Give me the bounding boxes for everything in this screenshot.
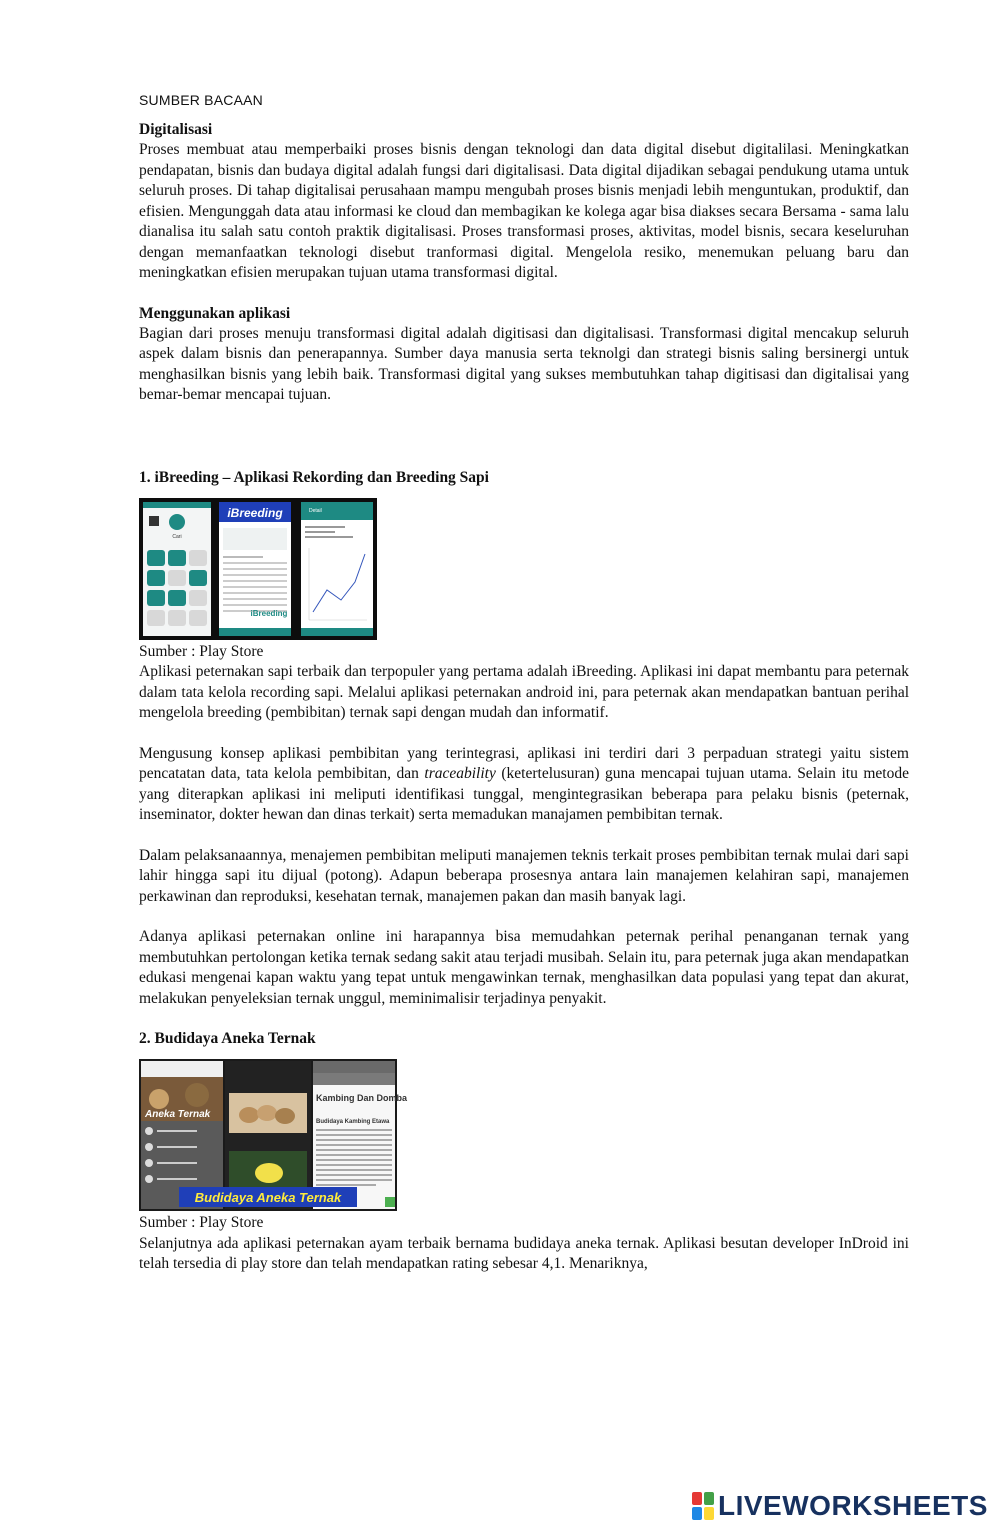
app2-title: 2. Budidaya Aneka Ternak bbox=[139, 1030, 316, 1047]
section-title-menggunakan-aplikasi: Menggunakan aplikasi bbox=[139, 304, 291, 322]
liveworksheets-logo-text: LIVEWORKSHEETS bbox=[718, 1490, 988, 1521]
app1-p2-after: (ketertelusuran) guna mencapai tujuan utama. Selain itu metode yang diterapkan aplikasi ini meliputi identifikasi tunggal, mengintegrasikan beberapa para pelaku bisnis (peternak, inseminator, dokter hewan dan dinas terkait) serta memadukan manajamen pembibitan ternak. bbox=[139, 765, 909, 823]
ibreeding-banner-text: iBreeding bbox=[227, 505, 283, 520]
aneka-ternak-banner-text: Budidaya Aneka Ternak bbox=[194, 1190, 342, 1205]
screen3-title: Detail bbox=[309, 507, 322, 514]
section-text-menggunakan-aplikasi: Bagian dari proses menuju transformasi digital adalah digitisasi dan digitalisasi. Transformasi digital mencakup seluruh aspek dalam bisnis dan penerapannya. Sumber daya manusia serta teknolgi dan strategi bisnis saling bersinergi untuk menghasilkan bisnis yang lebih baik. Transformasi digital yang sukses membutuhkan tahap digitisasi dan digitalisai yang bemar-bemar mencapai tujuan. bbox=[139, 324, 909, 403]
aneka-ternak-screenshot bbox=[139, 1059, 408, 1211]
app1-paragraph-4: Adanya aplikasi peternakan online ini harapannya bisa memudahkan peternak perihal penanganan ternak yang membutuhkan pertolongan ketika ternak sedang sakit atau terjadi musibah. Selain itu, para peternak juga akan mendapatkan edukasi mengenai kapan waktu yang tepat untuk mengawinkan ternak, menghasilkan data populasi yang tepat dan akurat, melakukan penyeleksian ternak unggul, meminimalisir terjadinya penyakit. bbox=[139, 928, 909, 1007]
section-title-digitalisasi: Digitalisasi bbox=[139, 121, 213, 138]
app1-paragraph-1: Aplikasi peternakan sapi terbaik dan terpopuler yang pertama adalah iBreeding. Aplikasi ini dapat membantu para peternak dalam tata kelola recording sapi. Melalui aplikasi peternakan android ini, para peternak akan mendapatkan bantuan perihal mengelola breeding (pembibitan) ternak sapi dengan mudah dan informatif. bbox=[139, 663, 909, 721]
screen1-label: Cari bbox=[172, 533, 182, 540]
ibreeding-logo-text: iBreeding bbox=[250, 608, 288, 618]
app2-source: Sumber : Play Store bbox=[139, 1214, 264, 1231]
app1-paragraph-2 bbox=[139, 744, 909, 826]
aneka-ternak-right-subtitle: Budidaya Kambing Etawa bbox=[316, 1119, 390, 1125]
top-label: SUMBER BACAAN bbox=[139, 92, 263, 108]
aneka-ternak-right-title: Kambing Dan Domba bbox=[316, 1093, 408, 1103]
section-text-digitalisasi: Proses membuat atau memperbaiki proses bisnis dengan teknologi dan data digital disebut digitalilasi. Meningkatkan pendapatan, bisnis dan budaya digital adalah fungsi dari digitalisasi. Data digital dijadikan sebagai pendukung utama untuk seluruh proses. Di tahap digitalisai perusahaan mampu mengubah proses bisnis menjadi lebih menguntukan, produktif, dan efisien. Mengunggah data atau informasi ke cloud dan membagikan ke kolega agar bisa diakses secara Bersama - sama lalu dianalisa itu salah satu contoh praktik digitalisasi. Proses transformasi proses, aktivitas, model bisnis, secara keseluruhan dengan memanfaatkan teknologi disebut tranformasi digital. Mengelola resiko, menemukan peluang baru dan meningkatkan efisien merupakan tujuan utama transformasi digital. bbox=[139, 141, 909, 281]
app2-paragraph-1: Selanjutnya ada aplikasi peternakan ayam terbaik bernama budidaya aneka ternak. Aplikasi besutan developer InDroid ini telah tersedia di play store dan telah mendapatkan rating sebesar 4,1. Menariknya, bbox=[139, 1234, 909, 1272]
aneka-ternak-left-label: Aneka Ternak bbox=[145, 1109, 211, 1120]
document-page bbox=[139, 92, 909, 1275]
app1-title: 1. iBreeding – Aplikasi Rekording dan Breeding Sapi bbox=[139, 468, 489, 486]
liveworksheets-logo-icon bbox=[692, 1492, 714, 1520]
ibreeding-screenshot bbox=[139, 498, 377, 640]
app1-source: Sumber : Play Store bbox=[139, 642, 264, 660]
app1-p2-before: Mengusung konsep aplikasi pembibitan yang terintegrasi, aplikasi ini terdiri dari 3 perpaduan strategi yaitu sistem pencatatan data, tata kelola pembibitan, dan bbox=[139, 744, 909, 782]
app1-p2-emphasis: traceability bbox=[424, 765, 496, 782]
liveworksheets-logo[interactable] bbox=[692, 1490, 988, 1522]
app1-paragraph-3: Dalam pelaksanaannya, menajemen pembibitan meliputi manajemen teknis terkait proses pembibitan ternak mulai dari sapi lahir hingga sapi itu dijual (potong). Adapun beberapa prosesnya antara lain manajemen kelahiran sapi, manajemen perkawinan dan reproduksi, kesehatan ternak, manajemen pakan dan masih banyak lagi. bbox=[139, 846, 909, 905]
